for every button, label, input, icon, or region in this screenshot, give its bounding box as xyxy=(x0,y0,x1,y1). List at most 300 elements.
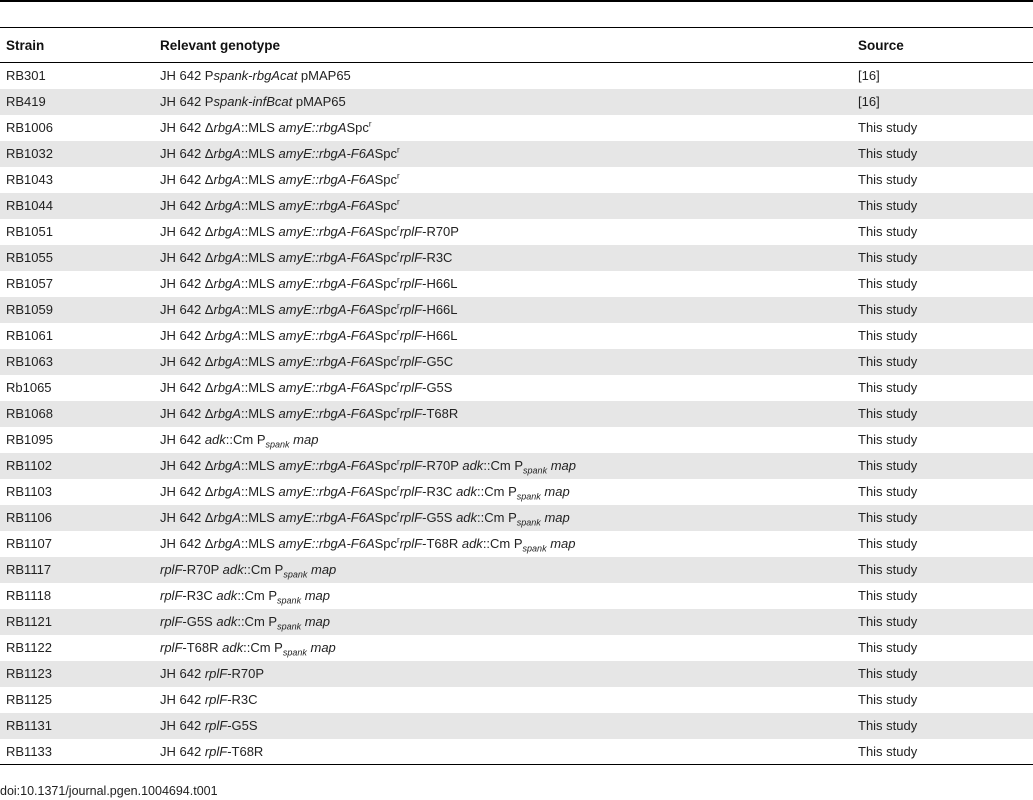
genotype-segment: spank xyxy=(265,439,290,450)
genotype-segment: -R3C xyxy=(227,692,258,707)
strain-cell: RB1057 xyxy=(6,276,53,291)
genotype-segment: -R70P xyxy=(422,458,463,473)
strain-cell: RB1125 xyxy=(6,692,53,707)
genotype-segment: rplF xyxy=(399,328,423,343)
source-cell: This study xyxy=(858,120,918,135)
genotype-segment: amyE::rbgA-F6A xyxy=(278,328,375,343)
genotype-segment: rplF xyxy=(399,380,423,395)
genotype-segment: rbgA xyxy=(213,510,241,525)
genotype-segment: -H66L xyxy=(422,276,458,291)
strain-cell: RB1032 xyxy=(6,146,53,161)
genotype-segment: r xyxy=(397,327,400,337)
source-cell: This study xyxy=(858,406,918,421)
genotype-cell xyxy=(154,245,852,271)
genotype-segment: Spc xyxy=(374,406,398,421)
genotype-segment: ::MLS xyxy=(240,458,279,473)
genotype-segment: amyE::rbgA-F6A xyxy=(278,276,375,291)
table-body xyxy=(0,63,1033,765)
genotype-segment: spank xyxy=(523,465,548,476)
genotype-segment: spank xyxy=(283,569,308,580)
strain-cell: RB1102 xyxy=(6,458,53,473)
genotype-segment: amyE::rbgA-F6A xyxy=(278,250,375,265)
source-cell: This study xyxy=(858,640,918,655)
genotype-segment: adk xyxy=(222,640,244,655)
genotype-segment: map xyxy=(310,640,336,655)
genotype-segment: rbgA xyxy=(213,302,241,317)
genotype-segment: ::Cm P xyxy=(237,588,278,603)
genotype-segment: Spc xyxy=(374,328,398,343)
genotype-segment: rbgA xyxy=(213,198,241,213)
source-cell: This study xyxy=(858,510,918,525)
genotype-segment: JH 642 Δ xyxy=(160,354,214,369)
strain-cell: RB1106 xyxy=(6,510,53,525)
genotype-segment: amyE::rbgA xyxy=(278,120,347,135)
strain-cell: RB1103 xyxy=(6,484,53,499)
source-cell: This study xyxy=(858,692,918,707)
genotype-segment: -H66L xyxy=(422,328,458,343)
genotype-cell xyxy=(154,375,852,401)
genotype-cell xyxy=(154,635,852,661)
strain-table-container xyxy=(0,27,1033,765)
source-cell: This study xyxy=(858,536,918,551)
genotype-segment: -R3C xyxy=(422,250,453,265)
table-row xyxy=(0,505,1033,531)
genotype-segment: -G5C xyxy=(422,354,454,369)
genotype-segment: ::MLS xyxy=(240,146,279,161)
genotype-segment: rplF xyxy=(399,302,423,317)
genotype-segment: rplF xyxy=(399,536,423,551)
strain-cell: RB1117 xyxy=(6,562,52,577)
genotype-segment: r xyxy=(397,171,400,181)
genotype-segment: map xyxy=(310,562,337,577)
genotype-segment: JH 642 Δ xyxy=(160,510,214,525)
genotype-segment: r xyxy=(397,249,400,259)
genotype-segment: pMAP65 xyxy=(292,94,346,109)
genotype-segment: rplF xyxy=(399,276,423,291)
genotype-segment: amyE::rbgA-F6A xyxy=(278,380,375,395)
table-row xyxy=(0,661,1033,687)
genotype-cell xyxy=(154,89,852,115)
genotype-segment: ::MLS xyxy=(240,302,279,317)
genotype-segment: rplF xyxy=(160,588,183,603)
table-row xyxy=(0,349,1033,375)
genotype-segment: map xyxy=(550,536,576,551)
genotype-segment: ::MLS xyxy=(240,328,279,343)
genotype-segment: ::Cm P xyxy=(243,640,283,655)
table-row xyxy=(0,583,1033,609)
table-row xyxy=(0,193,1033,219)
genotype-cell xyxy=(154,271,852,297)
genotype-segment: -R70P xyxy=(422,224,459,239)
table-row xyxy=(0,401,1033,427)
genotype-segment: rplF xyxy=(204,743,228,759)
source-cell: This study xyxy=(858,172,918,187)
genotype-segment: rbgA xyxy=(213,328,241,343)
table-row xyxy=(0,453,1033,479)
source-cell: This study xyxy=(858,484,918,499)
genotype-segment: amyE::rbgA-F6A xyxy=(278,302,375,317)
genotype-segment: JH 642 Δ xyxy=(160,536,214,551)
strain-cell: RB1122 xyxy=(6,640,53,655)
genotype-segment: Spc xyxy=(374,536,398,551)
genotype-segment: JH 642 Δ xyxy=(160,328,214,343)
strain-cell: RB1043 xyxy=(6,172,53,187)
genotype-segment: r xyxy=(397,301,400,311)
genotype-segment: map xyxy=(544,510,570,525)
genotype-segment: r xyxy=(397,405,400,415)
doi-footnote: doi:10.1371/journal.pgen.1004694.t001 xyxy=(0,784,218,798)
genotype-segment: ::Cm P xyxy=(225,432,266,447)
source-cell: [16] xyxy=(858,68,880,84)
table-header xyxy=(0,28,1033,63)
genotype-segment: JH 642 Δ xyxy=(160,250,214,265)
genotype-segment: ::MLS xyxy=(240,198,279,213)
genotype-segment: JH 642 xyxy=(160,743,205,759)
source-cell: This study xyxy=(858,380,918,395)
genotype-segment: Spc xyxy=(374,302,398,317)
genotype-segment: spank xyxy=(522,543,547,554)
genotype-segment: Spc xyxy=(374,510,398,525)
table-row xyxy=(0,427,1033,453)
genotype-cell xyxy=(154,557,852,583)
genotype-segment: JH 642 P xyxy=(160,94,214,109)
genotype-segment: JH 642 xyxy=(160,692,205,707)
source-cell: This study xyxy=(858,666,918,681)
table-row xyxy=(0,687,1033,713)
genotype-segment: rplF xyxy=(160,562,183,577)
genotype-segment: rbgA xyxy=(213,250,241,265)
genotype-cell xyxy=(154,323,852,349)
genotype-segment: rbgA xyxy=(213,406,241,421)
genotype-segment: rplF xyxy=(399,224,423,239)
strain-cell: RB1133 xyxy=(6,743,53,759)
source-cell: This study xyxy=(858,146,918,161)
genotype-segment: rbgA xyxy=(213,146,241,161)
table-row xyxy=(0,531,1033,557)
source-cell: This study xyxy=(858,743,918,759)
genotype-segment: ::Cm P xyxy=(483,458,524,473)
genotype-segment: r xyxy=(397,145,400,155)
strain-cell: RB1068 xyxy=(6,406,53,421)
genotype-segment: -T68R xyxy=(182,640,223,655)
table-row xyxy=(0,219,1033,245)
genotype-segment: ::MLS xyxy=(240,380,279,395)
genotype-segment: amyE::rbgA-F6A xyxy=(278,510,375,525)
genotype-segment: ::Cm P xyxy=(477,484,517,499)
genotype-segment: ::MLS xyxy=(240,484,279,499)
genotype-segment: JH 642 Δ xyxy=(160,302,214,317)
genotype-segment: -T68R xyxy=(422,406,459,421)
genotype-segment: JH 642 Δ xyxy=(160,120,214,135)
genotype-segment: JH 642 xyxy=(160,718,205,733)
genotype-cell xyxy=(154,427,852,453)
genotype-segment: ::MLS xyxy=(240,536,279,551)
column-header-genotype: Relevant genotype xyxy=(160,37,281,53)
genotype-segment: amyE::rbgA-F6A xyxy=(278,224,375,239)
genotype-cell xyxy=(154,453,852,479)
genotype-segment: ::Cm P xyxy=(237,614,278,629)
genotype-segment: r xyxy=(397,197,400,207)
strain-cell: RB1107 xyxy=(6,536,53,551)
genotype-segment: rbgA xyxy=(213,120,241,135)
source-cell: This study xyxy=(858,224,918,239)
genotype-segment: Spc xyxy=(346,120,369,135)
strain-cell: RB1095 xyxy=(6,432,53,447)
table-row xyxy=(0,479,1033,505)
strain-table xyxy=(0,27,1033,765)
strain-cell: RB1051 xyxy=(6,224,53,239)
genotype-segment: -R3C xyxy=(182,588,217,603)
genotype-segment: -R70P xyxy=(182,562,223,577)
source-cell: This study xyxy=(858,276,918,291)
genotype-segment: JH 642 Δ xyxy=(160,198,214,213)
genotype-segment: map xyxy=(304,614,331,629)
genotype-segment: map xyxy=(544,484,570,499)
genotype-cell xyxy=(154,63,852,89)
genotype-segment: map xyxy=(550,458,576,473)
table-row xyxy=(0,115,1033,141)
genotype-segment: adk xyxy=(456,510,478,525)
genotype-segment: ::MLS xyxy=(240,510,279,525)
genotype-segment: adk xyxy=(222,562,244,577)
strain-cell: RB1061 xyxy=(6,328,53,343)
genotype-segment: r xyxy=(397,275,400,285)
header-row xyxy=(0,28,1033,63)
table-row xyxy=(0,557,1033,583)
source-cell: This study xyxy=(858,562,918,577)
genotype-segment: rplF xyxy=(204,692,228,707)
genotype-cell xyxy=(154,687,852,713)
genotype-segment: Spc xyxy=(374,172,398,187)
genotype-segment: JH 642 P xyxy=(160,68,214,84)
table-row xyxy=(0,323,1033,349)
genotype-segment: spank xyxy=(277,621,302,632)
genotype-segment: spank xyxy=(516,517,541,528)
genotype-cell xyxy=(154,401,852,427)
genotype-segment: rbgA xyxy=(213,536,241,551)
genotype-segment: ::MLS xyxy=(240,250,279,265)
genotype-cell xyxy=(154,661,852,687)
genotype-segment: -T68R xyxy=(227,743,264,759)
genotype-cell xyxy=(154,167,852,193)
genotype-segment: amyE::rbgA-F6A xyxy=(278,406,375,421)
table-row xyxy=(0,609,1033,635)
genotype-segment: ::MLS xyxy=(240,172,279,187)
genotype-segment: r xyxy=(397,223,400,233)
genotype-segment: rbgA xyxy=(213,276,241,291)
genotype-segment: spank-rbgAcat xyxy=(213,68,298,84)
strain-cell: RB1121 xyxy=(6,614,53,629)
genotype-segment: rplF xyxy=(399,354,423,369)
genotype-segment: rplF xyxy=(204,666,228,681)
genotype-segment: -G5S xyxy=(422,510,457,525)
genotype-segment: map xyxy=(304,588,330,603)
genotype-segment: ::Cm P xyxy=(477,510,517,525)
genotype-segment: rplF xyxy=(399,510,423,525)
genotype-segment: r xyxy=(397,353,400,363)
genotype-segment: rbgA xyxy=(213,224,241,239)
genotype-cell xyxy=(154,479,852,505)
genotype-segment: Spc xyxy=(374,198,398,213)
genotype-segment: ::Cm P xyxy=(243,562,284,577)
genotype-cell xyxy=(154,349,852,375)
genotype-segment: adk xyxy=(461,536,483,551)
genotype-segment: adk xyxy=(456,484,478,499)
genotype-segment: Spc xyxy=(374,458,398,473)
genotype-cell xyxy=(154,115,852,141)
strain-cell: RB1006 xyxy=(6,120,53,135)
genotype-segment: Spc xyxy=(374,484,398,499)
source-cell: This study xyxy=(858,718,918,733)
table-row xyxy=(0,739,1033,765)
source-cell: This study xyxy=(858,302,918,317)
genotype-segment: rplF xyxy=(399,484,423,499)
genotype-segment: -R3C xyxy=(422,484,457,499)
strain-cell: RB419 xyxy=(6,94,46,109)
genotype-segment: JH 642 Δ xyxy=(160,224,214,239)
source-cell: This study xyxy=(858,458,918,473)
genotype-segment: adk xyxy=(462,458,484,473)
table-row xyxy=(0,297,1033,323)
genotype-segment: rplF xyxy=(399,406,423,421)
genotype-segment: Spc xyxy=(374,146,398,161)
genotype-segment: -G5S xyxy=(422,380,453,395)
genotype-segment: r xyxy=(397,535,400,545)
genotype-segment: rplF xyxy=(399,458,423,473)
table-row xyxy=(0,245,1033,271)
genotype-segment: spank xyxy=(516,491,541,502)
table-row xyxy=(0,63,1033,89)
genotype-segment: ::MLS xyxy=(240,120,279,135)
genotype-segment: rplF xyxy=(160,640,183,655)
genotype-segment: ::MLS xyxy=(240,224,279,239)
genotype-segment: JH 642 Δ xyxy=(160,380,214,395)
genotype-segment: -R70P xyxy=(227,666,265,681)
source-cell: This study xyxy=(858,250,918,265)
genotype-segment: rplF xyxy=(399,250,423,265)
genotype-segment: amyE::rbgA-F6A xyxy=(278,354,375,369)
genotype-segment: ::MLS xyxy=(240,354,279,369)
table-row xyxy=(0,713,1033,739)
column-header-source: Source xyxy=(858,37,904,53)
genotype-segment: JH 642 Δ xyxy=(160,406,214,421)
genotype-segment: JH 642 Δ xyxy=(160,458,214,473)
source-cell: This study xyxy=(858,198,918,213)
genotype-segment: JH 642 Δ xyxy=(160,172,214,187)
genotype-segment: rplF xyxy=(160,614,183,629)
table-row xyxy=(0,89,1033,115)
genotype-segment: -H66L xyxy=(422,302,458,317)
genotype-segment: ::MLS xyxy=(240,406,279,421)
genotype-segment: spank xyxy=(277,595,302,606)
table-row xyxy=(0,635,1033,661)
genotype-segment: JH 642 xyxy=(160,432,205,447)
genotype-cell xyxy=(154,609,852,635)
genotype-segment: rbgA xyxy=(213,354,241,369)
genotype-cell xyxy=(154,583,852,609)
strain-cell: RB1063 xyxy=(6,354,53,369)
genotype-segment: amyE::rbgA-F6A xyxy=(278,458,375,473)
genotype-segment: map xyxy=(293,432,319,447)
strain-cell: Rb1065 xyxy=(6,380,52,395)
genotype-segment: pMAP65 xyxy=(297,68,351,84)
strain-cell: RB1055 xyxy=(6,250,53,265)
strain-cell: RB1131 xyxy=(6,718,53,733)
strain-cell: RB1044 xyxy=(6,198,53,213)
genotype-cell xyxy=(154,505,852,531)
table-row xyxy=(0,375,1033,401)
genotype-segment: amyE::rbgA-F6A xyxy=(278,484,375,499)
genotype-segment: -G5S xyxy=(227,718,258,733)
genotype-segment: JH 642 Δ xyxy=(160,276,214,291)
source-cell: [16] xyxy=(858,94,880,109)
genotype-segment: ::Cm P xyxy=(482,536,523,551)
table-row xyxy=(0,167,1033,193)
genotype-segment: JH 642 Δ xyxy=(160,484,214,499)
genotype-segment: adk xyxy=(216,614,238,629)
genotype-segment: rbgA xyxy=(213,484,241,499)
source-cell: This study xyxy=(858,354,918,369)
genotype-segment: JH 642 xyxy=(160,666,205,681)
source-cell: This study xyxy=(858,614,918,629)
source-cell: This study xyxy=(858,328,918,343)
genotype-segment: spank-infBcat xyxy=(213,94,293,109)
genotype-segment: -G5S xyxy=(182,614,217,629)
genotype-segment: adk xyxy=(216,588,238,603)
genotype-cell xyxy=(154,713,852,739)
genotype-segment: r xyxy=(397,379,400,389)
genotype-segment: Spc xyxy=(374,250,398,265)
genotype-segment: rbgA xyxy=(213,458,241,473)
genotype-cell xyxy=(154,531,852,557)
genotype-segment: r xyxy=(397,457,400,467)
table-row xyxy=(0,141,1033,167)
genotype-segment: -T68R xyxy=(422,536,462,551)
genotype-cell xyxy=(154,297,852,323)
genotype-cell xyxy=(154,141,852,167)
strain-cell: RB1123 xyxy=(6,666,53,681)
genotype-segment: amyE::rbgA-F6A xyxy=(278,198,375,213)
genotype-segment: Spc xyxy=(374,354,398,369)
genotype-segment: Spc xyxy=(374,224,398,239)
genotype-segment: amyE::rbgA-F6A xyxy=(278,146,375,161)
strain-cell: RB1118 xyxy=(6,588,52,603)
genotype-segment: r xyxy=(397,483,400,493)
source-cell: This study xyxy=(858,432,918,447)
genotype-segment: r xyxy=(397,509,400,519)
genotype-segment: r xyxy=(368,119,372,129)
table-row xyxy=(0,271,1033,297)
genotype-segment: adk xyxy=(204,432,226,447)
genotype-segment: rbgA xyxy=(213,380,241,395)
source-cell: This study xyxy=(858,588,918,603)
genotype-segment: ::MLS xyxy=(240,276,279,291)
top-rule xyxy=(0,0,1033,2)
genotype-cell xyxy=(154,739,852,765)
genotype-segment: rplF xyxy=(204,718,228,733)
genotype-segment: Spc xyxy=(374,380,398,395)
strain-cell: RB1059 xyxy=(6,302,53,317)
genotype-segment: rbgA xyxy=(213,172,241,187)
genotype-segment: Spc xyxy=(374,276,398,291)
genotype-cell xyxy=(154,193,852,219)
column-header-strain: Strain xyxy=(6,37,45,53)
genotype-segment: amyE::rbgA-F6A xyxy=(278,172,375,187)
genotype-cell xyxy=(154,219,852,245)
strain-cell: RB301 xyxy=(6,68,46,84)
genotype-segment: spank xyxy=(282,647,307,658)
genotype-segment: amyE::rbgA-F6A xyxy=(278,536,375,551)
